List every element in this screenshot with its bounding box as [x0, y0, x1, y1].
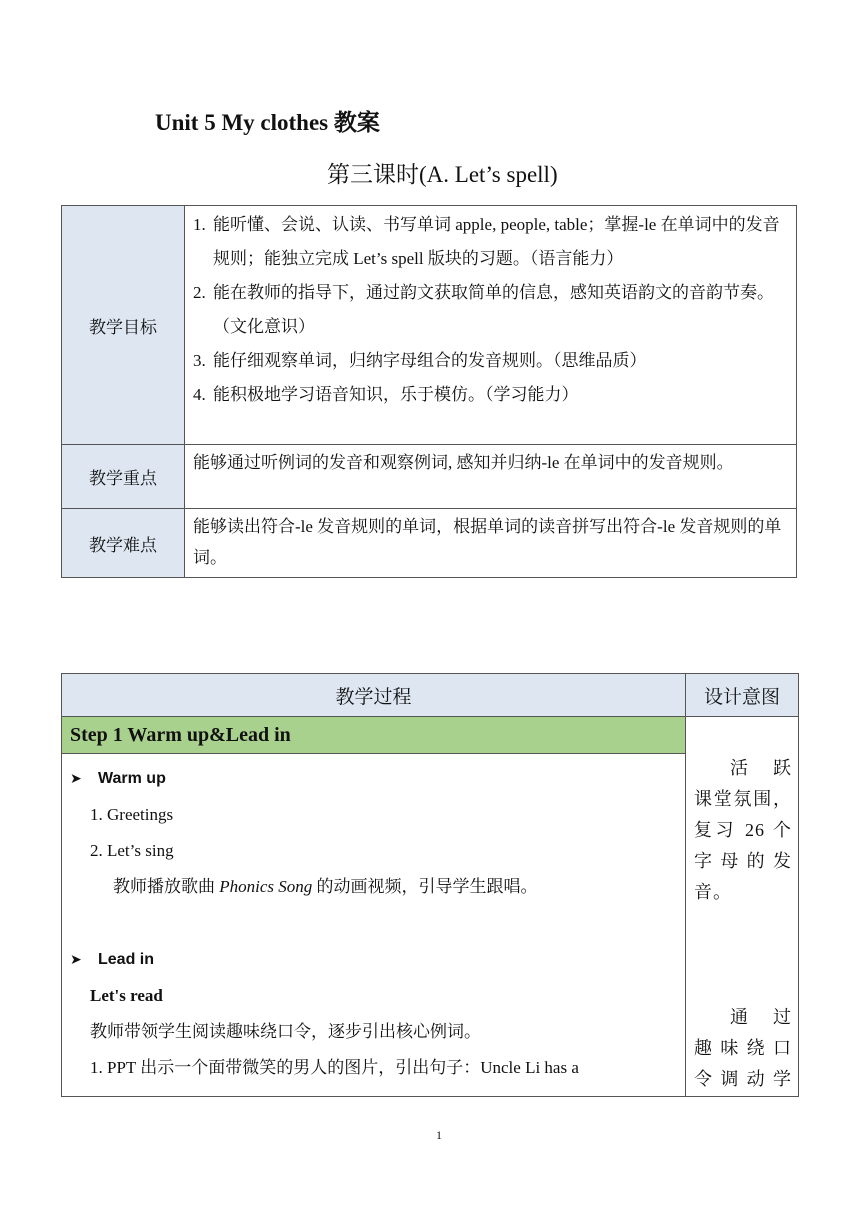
objective-number: 4.: [193, 385, 206, 404]
document-title: Unit 5 My clothes 教案: [155, 110, 380, 135]
intent-line: 课堂氛围，: [694, 789, 792, 809]
arrow-bullet-icon: ➤: [70, 951, 82, 967]
objective-number: 3.: [193, 351, 206, 370]
intent-line: 字母的发: [694, 851, 792, 871]
design-intent-cell: [686, 717, 799, 1097]
intent-line: 复习 26 个: [694, 820, 792, 840]
objectives-label: 教学目标: [62, 206, 185, 445]
page-number: 1: [436, 1128, 442, 1142]
lets-read-heading: Let's read: [90, 986, 163, 1005]
lead-in-description: 教师带领学生阅读趣味绕口令，逐步引出核心例词。: [90, 1022, 481, 1041]
objectives-cell: [185, 206, 797, 445]
objectives-table: [61, 205, 797, 578]
intent-line: 音。: [694, 882, 732, 902]
intent-line: 通 过: [730, 1007, 792, 1027]
intent-line: 活 跃: [730, 758, 792, 778]
objective-text: 能仔细观察单词，归纳字母组合的发音规则。（思维品质）: [213, 351, 647, 370]
intent-block-leadin: [694, 1002, 792, 1095]
desc-text: 的动画视频，引导学生跟唱。: [312, 877, 538, 896]
objective-text: 能积极地学习语音知识，乐于模仿。（学习能力）: [213, 385, 579, 404]
warm-up-description: [70, 869, 677, 905]
intent-line: 令调动学: [694, 1069, 792, 1089]
lead-in-bullet: [70, 941, 677, 978]
warm-up-title: Warm up: [98, 770, 166, 787]
objective-item: [193, 208, 788, 276]
objective-number: 2.: [193, 283, 206, 302]
process-content: [62, 754, 686, 1097]
objective-text: 能在教师的指导下，通过韵文获取简单的信息，感知英语韵文的音韵节奏。（文化意识）: [213, 283, 774, 336]
step-1-heading: Step 1 Warm up&Lead in: [62, 717, 686, 754]
intent-line: 趣味绕口: [694, 1038, 792, 1058]
difficulties-label: 教学难点: [62, 509, 185, 578]
arrow-bullet-icon: ➤: [70, 770, 82, 786]
lesson-subtitle: 第三课时(A. Let’s spell): [327, 162, 558, 187]
objective-text: 能听懂、会说、认读、书写单词 apple, people, table；掌握-le 在单词中的发音规则；能独立完成 Let’s spell 版块的习题。（语言能力）: [213, 215, 780, 268]
warm-up-item: 2. Let’s sing: [90, 841, 174, 860]
intent-block-warmup: [694, 753, 792, 908]
objective-item: [193, 344, 788, 378]
objective-item: [193, 378, 788, 412]
difficulties-text: 能够读出符合-le 发音规则的单词，根据单词的读音拼写出符合-le 发音规则的单词。: [185, 509, 797, 578]
lead-in-title: Lead in: [98, 951, 155, 968]
desc-text: 教师播放歌曲: [113, 877, 220, 896]
process-header: 教学过程: [62, 674, 686, 717]
lead-in-item: 1. PPT 出示一个面带微笑的男人的图片，引出句子：Uncle Li has a: [90, 1058, 579, 1077]
objective-item: [193, 276, 788, 344]
key-points-text: 能够通过听例词的发音和观察例词, 感知并归纳-le 在单词中的发音规则。: [185, 445, 797, 509]
intent-header: 设计意图: [686, 674, 799, 717]
objective-number: 1.: [193, 215, 206, 234]
song-title: Phonics Song: [219, 877, 313, 896]
warm-up-bullet: [70, 760, 677, 797]
key-points-label: 教学重点: [62, 445, 185, 509]
warm-up-item: 1. Greetings: [90, 805, 174, 824]
process-table: [61, 673, 799, 1097]
